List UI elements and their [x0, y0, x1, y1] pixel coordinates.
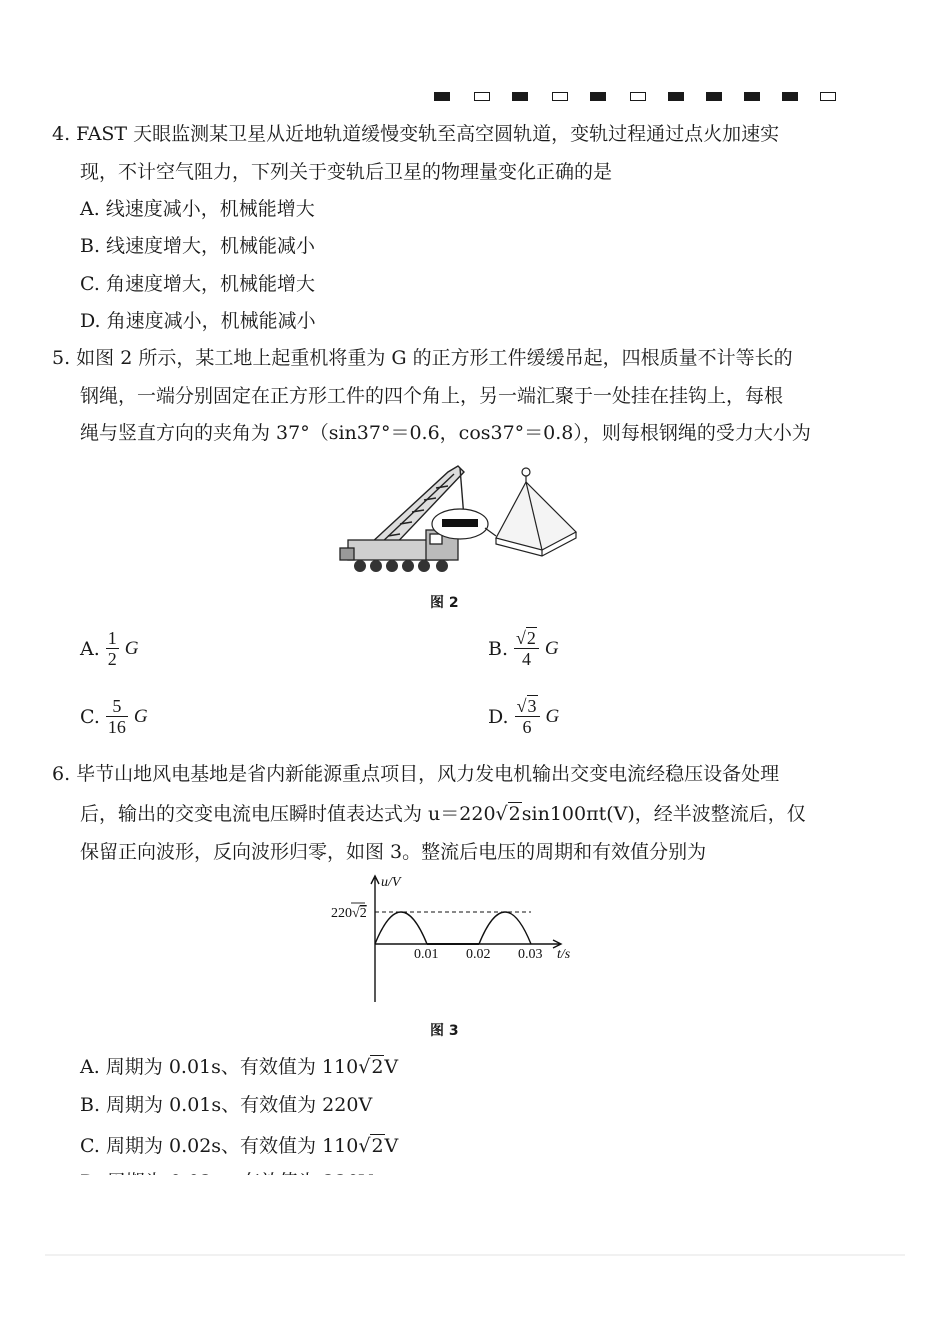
- empty-square-icon: [820, 92, 836, 101]
- q4-option-a: A. 线速度减小，机械能增大: [80, 198, 315, 220]
- option-label: D.: [488, 705, 509, 728]
- y-tick-peak: 220√2: [331, 906, 367, 921]
- weight-symbol: G: [133, 705, 148, 727]
- figure2-crane-illustration: [330, 458, 590, 582]
- radicand: 2: [371, 1135, 384, 1157]
- q6-stem-line2-part2: sin100πt(V)，经半波整流后，仅: [521, 803, 806, 825]
- q4-option-c: C. 角速度增大，机械能增大: [80, 273, 315, 295]
- q6-option-a-text: A. 周期为 0.01s、有效值为 110: [80, 1056, 359, 1078]
- q6-option-b: B. 周期为 0.01s、有效值为 220V: [80, 1094, 373, 1116]
- fraction: [515, 696, 540, 737]
- numerator: √2: [514, 628, 539, 649]
- q5-option-d: [488, 696, 559, 737]
- q5-option-a: [80, 628, 139, 669]
- page-crop-mask: [0, 1175, 950, 1215]
- q4-option-d: D. 角速度减小，机械能减小: [80, 310, 316, 332]
- x-tick-0.03: 0.03: [518, 947, 543, 962]
- radicand: 2: [508, 803, 521, 825]
- wave-hump-1: [375, 912, 427, 944]
- option-label: C.: [80, 705, 100, 728]
- y-axis-label: u/V: [381, 875, 401, 890]
- q4-stem-line1: 4. FAST 天眼监测某卫星从近地轨道缓慢变轨至高空圆轨道，变轨过程通过点火加速实: [52, 123, 780, 145]
- filled-square-icon: [434, 92, 450, 101]
- x-tick-0.01: 0.01: [414, 947, 439, 962]
- option-label: A.: [80, 637, 100, 660]
- q5-stem-line2: 钢绳，一端分别固定在正方形工件的四个角上，另一端汇聚于一处挂在挂钩上，每根: [80, 385, 784, 407]
- figure3-waveform-graph: [325, 872, 585, 1008]
- q5-option-b: [488, 628, 559, 669]
- empty-square-icon: [552, 92, 568, 101]
- filled-square-icon: [706, 92, 722, 101]
- fraction: [106, 628, 119, 669]
- radicand: 2: [526, 628, 536, 648]
- fraction: [514, 628, 539, 669]
- unit: V: [384, 1056, 399, 1078]
- q4-stem-line2: 现，不计空气阻力，下列关于变轨后卫星的物理量变化正确的是: [80, 161, 613, 183]
- empty-square-icon: [630, 92, 646, 101]
- q6-stem-line2-part1: 后，输出的交变电流电压瞬时值表达式为 u＝220: [80, 803, 496, 825]
- filled-square-icon: [744, 92, 760, 101]
- q6-option-a: A. 周期为 0.01s、有效值为 110√2V: [80, 1056, 399, 1078]
- filled-square-icon: [590, 92, 606, 101]
- filled-square-icon: [512, 92, 528, 101]
- q6-option-c-text: C. 周期为 0.02s、有效值为 110: [80, 1135, 359, 1157]
- q6-option-c: C. 周期为 0.02s、有效值为 110√2V: [80, 1135, 399, 1157]
- q5-stem-line1: 5. 如图 2 所示，某工地上起重机将重为 G 的正方形工件缓缓吊起，四根质量不计等长的: [52, 347, 793, 369]
- fraction: [106, 696, 128, 737]
- denominator: 6: [522, 717, 532, 737]
- weight-symbol: G: [124, 637, 139, 659]
- weight-symbol: G: [544, 637, 559, 659]
- filled-square-icon: [668, 92, 684, 101]
- x-tick-0.02: 0.02: [466, 947, 491, 962]
- filled-square-icon: [782, 92, 798, 101]
- figure2-caption: 图 2: [430, 595, 459, 611]
- header-decoration: [430, 92, 840, 102]
- q5-stem-line3: 绳与竖直方向的夹角为 37°（sin37°＝0.6，cos37°＝0.8），则每根钢绳的受力大小为: [80, 422, 811, 444]
- radicand: 3: [527, 696, 537, 716]
- numerator: 5: [106, 696, 128, 717]
- wave-hump-2: [479, 912, 531, 944]
- x-axis-label: t/s: [557, 947, 571, 962]
- q6-stem-line3: 保留正向波形，反向波形归零，如图 3。整流后电压的周期和有效值分别为: [80, 841, 707, 863]
- option-label: B.: [488, 637, 509, 660]
- figure3-caption: 图 3: [430, 1023, 459, 1039]
- q6-stem-line1: 6. 毕节山地风电基地是省内新能源重点项目，风力发电机输出交变电流经稳压设备处理: [52, 763, 780, 785]
- q4-option-b: B. 线速度增大，机械能减小: [80, 235, 316, 257]
- denominator: 2: [107, 649, 117, 669]
- denominator: 16: [107, 717, 126, 737]
- page-divider: [45, 1254, 905, 1256]
- empty-square-icon: [474, 92, 490, 101]
- unit: V: [384, 1135, 399, 1157]
- radicand: 2: [371, 1056, 384, 1078]
- q6-stem-line2: 后，输出的交变电流电压瞬时值表达式为 u＝220√2sin100πt(V)，经半波整流后，仅: [80, 803, 806, 825]
- denominator: 4: [521, 649, 531, 669]
- q5-option-c: [80, 696, 148, 737]
- weight-symbol: G: [545, 705, 560, 727]
- numerator: √3: [515, 696, 540, 717]
- numerator: 1: [107, 628, 117, 648]
